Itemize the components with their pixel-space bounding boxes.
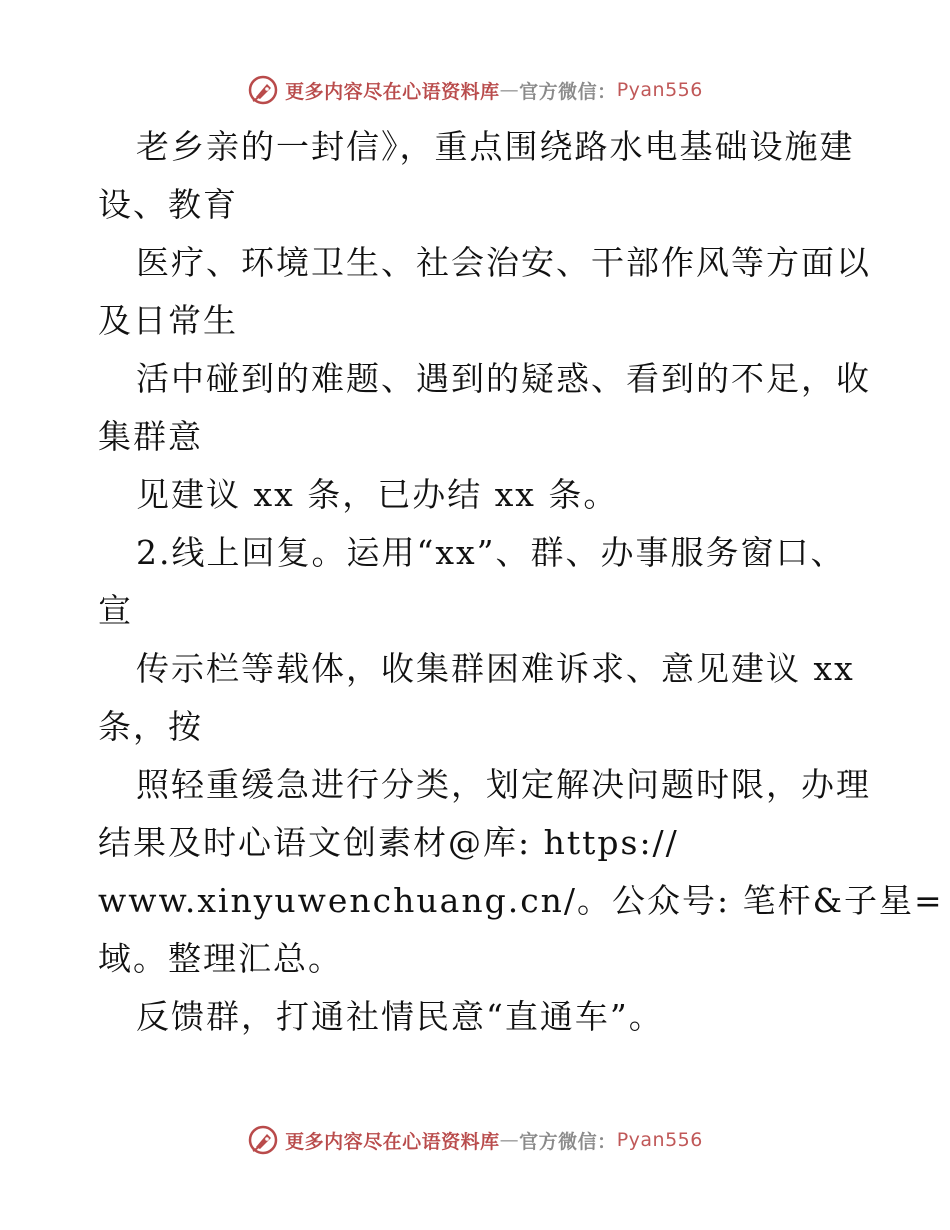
watermark-main-text: 更多内容尽在心语资料库 bbox=[285, 80, 500, 103]
watermark-sub-text: 官方微信： bbox=[519, 1130, 617, 1153]
text-line: 反馈群，打通社情民意“直通车”。 bbox=[136, 997, 664, 1036]
watermark-separator: — bbox=[499, 1129, 520, 1151]
watermark-sub-text: 官方微信： bbox=[519, 80, 617, 103]
text-line: 及日常生 bbox=[98, 301, 238, 340]
text-line: 医疗、环境卫生、社会治安、干部作风等方面以 bbox=[136, 243, 871, 282]
watermark-main-text: 更多内容尽在心语资料库 bbox=[285, 1130, 500, 1153]
text-line: 域。整理汇总。 bbox=[98, 939, 343, 978]
footer-watermark bbox=[0, 1122, 950, 1158]
text-line: 见建议 xx 条，已办结 xx 条。 bbox=[136, 475, 619, 514]
text-line: 2.线上回复。运用“xx”、群、办事服务窗口、 bbox=[136, 533, 846, 572]
text-line: 活中碰到的难题、遇到的疑惑、看到的不足，收 bbox=[136, 359, 871, 398]
text-line: 宣 bbox=[98, 591, 133, 630]
text-line: 设、教育 bbox=[98, 185, 238, 224]
watermark-wechat-id: Pyan556 bbox=[616, 79, 703, 101]
text-line: 集群意 bbox=[98, 417, 203, 456]
header-watermark bbox=[0, 72, 950, 108]
watermark-separator: — bbox=[499, 79, 520, 101]
pen-nib-logo-icon bbox=[247, 74, 279, 106]
text-line: 传示栏等载体，收集群困难诉求、意见建议 xx bbox=[136, 649, 855, 688]
document-body bbox=[98, 118, 944, 1046]
text-line: 条，按 bbox=[98, 707, 203, 746]
text-line: 老乡亲的一封信》，重点围绕路水电基础设施建 bbox=[136, 127, 855, 166]
watermark-wechat-id: Pyan556 bbox=[616, 1129, 703, 1151]
text-line: 照轻重缓急进行分类，划定解决问题时限，办理 bbox=[136, 765, 871, 804]
text-line: www.xinyuwenchuang.cn/。公众号: 笔杆&子星= bbox=[98, 881, 944, 920]
text-line: 结果及时心语文创素材@库: https:// bbox=[98, 823, 679, 862]
pen-nib-logo-icon bbox=[247, 1124, 279, 1156]
